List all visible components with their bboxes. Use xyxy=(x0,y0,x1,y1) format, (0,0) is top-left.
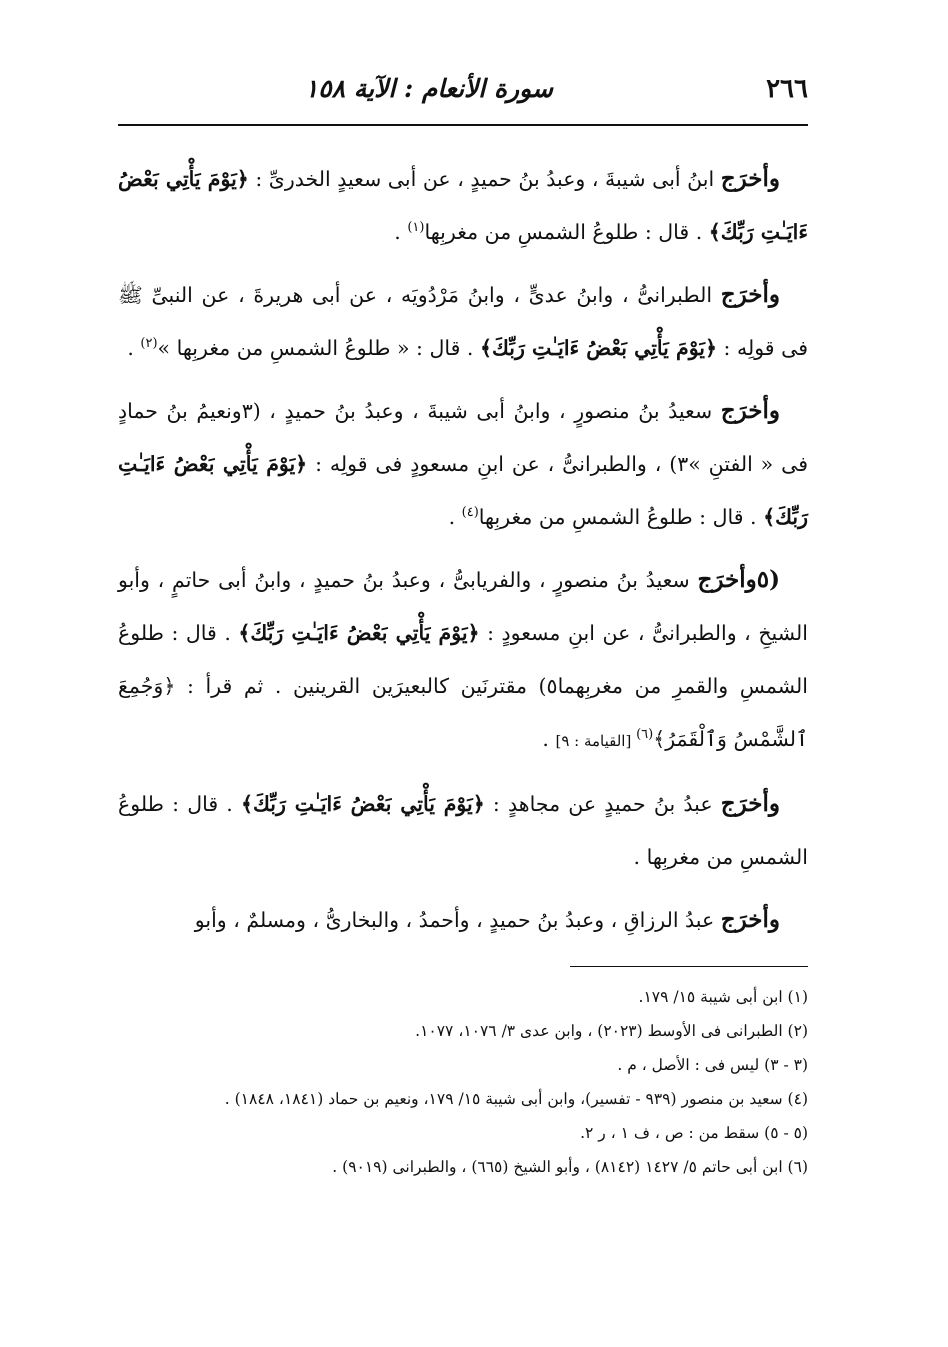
paragraph-lead: (٥وأخرَج xyxy=(697,566,780,593)
main-text xyxy=(118,152,808,956)
footnote: (١) ابن أبى شيبة ١٥/ ١٧٩. xyxy=(638,988,808,1006)
quran-quote: ﴿يَوْمَ يَأْتِي بَعْضُ ءَايَـٰتِ رَبِّكَ﴾ xyxy=(118,452,808,529)
footnote: (٦) ابن أبى حاتم ٥/ ١٤٢٧ (٨١٤٢) ، وأبو الشيخ (٦٦٥) ، والطبرانى (٩٠١٩) . xyxy=(332,1158,808,1176)
footnote-divider xyxy=(570,966,808,967)
paragraph-text: ابنُ أبى شيبةَ ، وعبدُ بنُ حميدٍ ، عن أبى سعيدٍ الخدرىِّ : xyxy=(248,167,721,191)
paragraph-text: . قال : طلوعُ الشمسِ من مغربِها xyxy=(478,505,764,529)
verse-reference: [القيامة : ٩] xyxy=(555,732,637,750)
header-divider xyxy=(118,124,808,126)
footnotes xyxy=(118,982,808,1186)
paragraph-text: . قال : طلوعُ الشمسِ من مغربِها xyxy=(424,220,709,244)
paragraph-lead: وأخرَج xyxy=(720,165,780,192)
quran-quote: ﴿يَوْمَ يَأْتِي بَعْضُ ءَايَـٰتِ رَبِّكَ﴾ xyxy=(118,167,808,244)
paragraph-end: . xyxy=(127,336,141,360)
footnote-marker: (٤) xyxy=(461,505,479,521)
paragraph-text: الطبرانىُّ ، وابنُ عدىٍّ ، وابنُ مَرْدُويَه ، عن أبى هريرةَ ، عن النبىِّ ﷺ فى قولِه : xyxy=(118,283,808,360)
paragraph-lead: وأخرَج xyxy=(720,281,780,308)
footnote-marker: (٢) xyxy=(140,336,158,352)
paragraph-text: سعيدُ بنُ منصورٍ ، وابنُ أبى شيبةَ ، وعبدُ بنُ حميدٍ ، (٣ونعيمُ بنُ حمادٍ فى « الفتنِ »٣) ، والطبرانىُّ ، عن ابنِ مسعودٍ فى قولِه : xyxy=(118,399,809,476)
paragraph-end: . xyxy=(448,505,462,529)
paragraph-end: . xyxy=(633,845,647,869)
paragraph-lead: وأخرَج xyxy=(720,397,780,424)
quran-quote: ﴿يَوْمَ يَأْتِي بَعْضُ ءَايَـٰتِ رَبِّكَ﴾ xyxy=(238,621,480,645)
footnote-marker: (١) xyxy=(407,220,425,236)
footnote: (٤) سعيد بن منصور (٩٣٩ - تفسير)، وابن أبى شيبة ١٥/ ١٧٩، ونعيم بن حماد (١٨٤١، ١٨٤٨) . xyxy=(224,1090,808,1108)
quran-quote: ﴿يَوْمَ يَأْتِي بَعْضُ ءَايَـٰتِ رَبِّكَ﴾ xyxy=(479,336,718,360)
footnote: (٥ - ٥) سقط من : ص ، ف ١ ، ر ٢. xyxy=(580,1124,808,1142)
footnote: (٣ - ٣) ليس فى : الأصل ، م . xyxy=(617,1056,808,1074)
page-number: ٢٦٦ xyxy=(766,74,808,104)
paragraph xyxy=(118,553,808,768)
paragraph xyxy=(118,893,808,947)
book-page xyxy=(118,60,808,1300)
quran-quote: ﴿يَوْمَ يَأْتِي بَعْضُ ءَايَـٰتِ رَبِّكَ﴾ xyxy=(241,792,485,816)
footnote-marker: (٦) xyxy=(636,727,654,743)
paragraph-end: . xyxy=(394,220,408,244)
footnote: (٢) الطبرانى فى الأوسط (٢٠٢٣) ، وابن عدى ٣/ ١٠٧٦، ١٠٧٧. xyxy=(415,1022,808,1040)
paragraph xyxy=(118,152,808,259)
paragraph xyxy=(118,384,808,544)
paragraph-lead: وأخرَج xyxy=(720,906,780,933)
paragraph-lead: وأخرَج xyxy=(720,790,781,817)
running-title: سورة الأنعام : الآية ١٥٨ xyxy=(304,74,553,103)
paragraph xyxy=(118,268,808,375)
paragraph-text: . قال : « طلوعُ الشمسِ من مغربِها » xyxy=(157,336,480,360)
paragraph-text: . قال : طلوعُ الشمسِ والقمرِ من مغربِهما٥) مقترنَين كالبعيرَين القرينين . ثم قرأ : ﴿وَجُمِعَ ٱلشَّمْسُ وَٱلْقَمَرُ﴾ xyxy=(118,621,808,751)
paragraph-text: . قال : طلوعُ الشمسِ من مغربِها xyxy=(118,792,808,869)
page-header xyxy=(118,60,808,112)
paragraph-end: . xyxy=(542,727,556,751)
paragraph xyxy=(118,777,808,884)
paragraph-text: سعيدُ بنُ منصورٍ ، والفريابىُّ ، وعبدُ بنُ حميدٍ ، وابنُ أبى حاتمٍ ، وأبو الشيخِ ، والطبرانىُّ ، عن ابنِ مسعودٍ : xyxy=(118,568,808,645)
paragraph-text: عبدُ بنُ حميدٍ عن مجاهدٍ : xyxy=(484,792,721,816)
paragraph-text: عبدُ الرزاقِ ، وعبدُ بنُ حميدٍ ، وأحمدُ ، والبخارىُّ ، ومسلمٌ ، وأبو xyxy=(194,908,721,932)
